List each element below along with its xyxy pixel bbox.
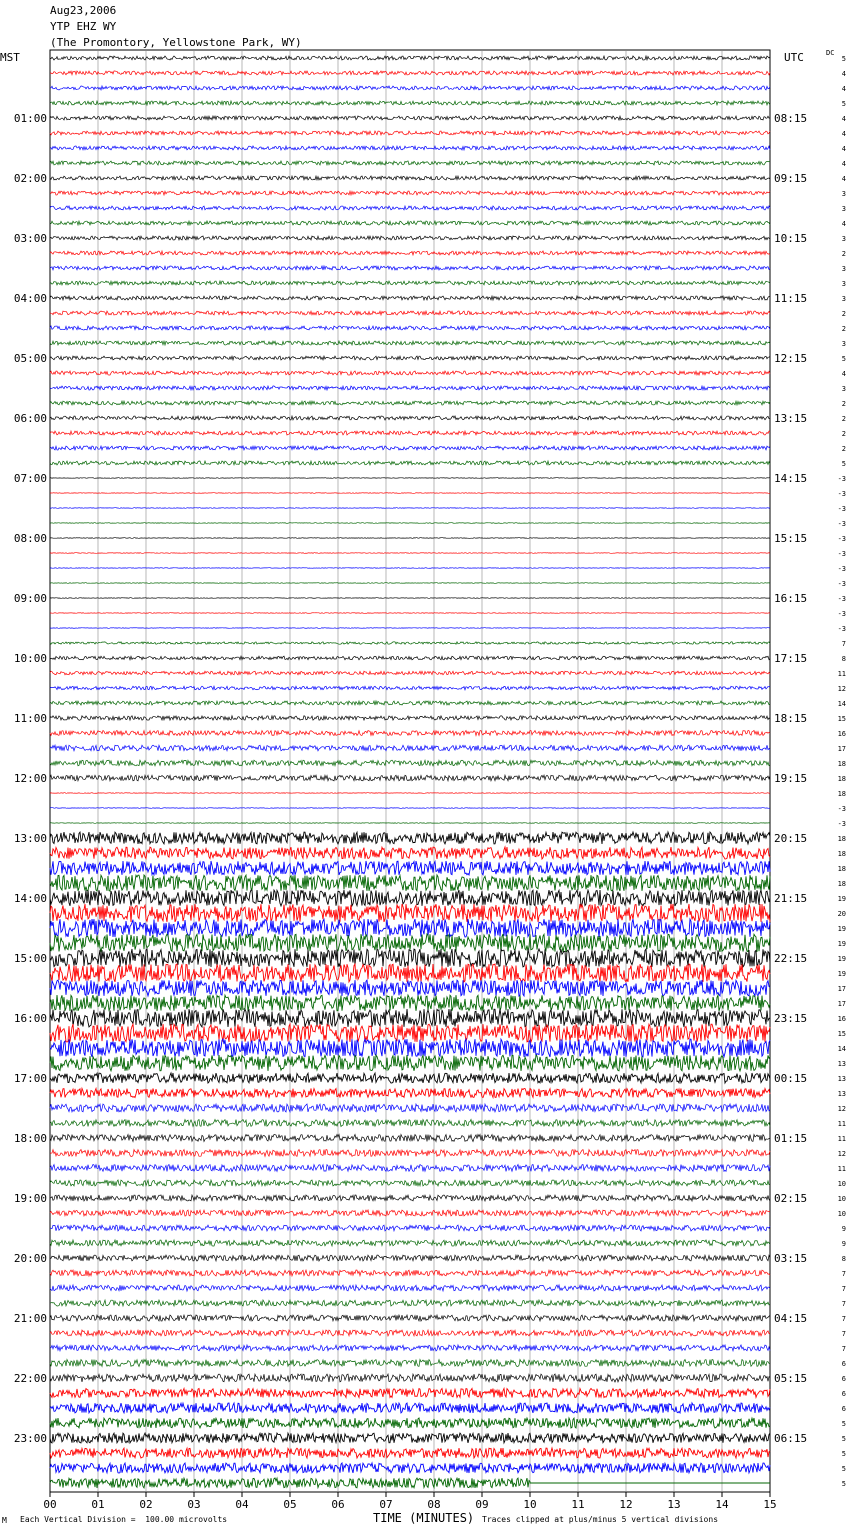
left-hour-label: 02:00 [13,172,47,185]
x-tick-label: 07 [379,1498,393,1511]
trace-line [50,686,770,690]
dc-offset-value: 4 [841,130,846,138]
trace-line [50,1120,770,1127]
x-tick-label: 03 [187,1498,201,1511]
dc-offset-value: 5 [841,1420,846,1428]
dc-offset-value: 2 [841,430,846,438]
trace-line [50,296,770,300]
dc-offset-value: 2 [841,325,846,333]
dc-offset-value: 15 [837,1030,846,1038]
dc-offset-value: 13 [837,1060,846,1068]
dc-offset-value: 6 [841,1360,846,1368]
dc-offset-value: 7 [841,1330,846,1338]
dc-offset-value: 18 [837,865,846,873]
left-hour-label: 08:00 [13,532,47,545]
right-hour-label: 13:15 [774,412,808,425]
x-tick-label: 04 [235,1498,249,1511]
dc-offset-value: 3 [841,205,846,213]
left-hour-label: 23:00 [13,1432,47,1445]
dc-offset-value: 11 [837,1120,846,1128]
right-hour-label: 12:15 [774,352,808,365]
station-location: (The Promontory, Yellowstone Park, WY) [50,36,302,49]
trace-line [50,1165,770,1172]
trace-line [50,1039,770,1057]
right-hour-label: 23:15 [774,1012,808,1025]
trace-line [50,934,770,952]
trace-line [50,386,770,390]
x-tick-label: 01 [91,1498,105,1511]
trace-line [50,1478,770,1488]
dc-offset-value: 12 [837,685,846,693]
dc-offset-value: 15 [837,715,846,723]
dc-offset-value: 2 [841,310,846,318]
trace-line [50,1055,770,1071]
dc-offset-value: 18 [837,760,846,768]
right-hour-label: 04:15 [774,1312,808,1325]
right-hour-label: 22:15 [774,952,808,965]
trace-line [50,760,770,766]
trace-line [50,311,770,315]
trace-line [50,1433,770,1443]
dc-offset-value: 18 [837,790,846,798]
trace-line [50,538,770,539]
trace-line [50,326,770,330]
dc-offset-value: 5 [841,1435,846,1443]
x-tick-label: 15 [763,1498,777,1511]
right-hour-label: 05:15 [774,1372,808,1385]
dc-offset-value: 13 [837,1075,846,1083]
dc-offset-value: 8 [841,1255,846,1263]
dc-offset-value: 11 [837,1135,846,1143]
trace-line [50,656,770,660]
trace-line [50,1073,770,1083]
dc-offset-value: 4 [841,220,846,228]
trace-line [50,731,770,736]
trace-line [50,823,770,824]
trace-line [50,1345,770,1351]
dc-offset-value: 3 [841,280,846,288]
dc-offset-value: 10 [837,1195,846,1203]
dc-offset-value: 5 [841,1450,846,1458]
dc-offset-value: 7 [841,1285,846,1293]
dc-offset-value: 16 [837,730,846,738]
right-hour-label: 20:15 [774,832,808,845]
right-hour-label: 14:15 [774,472,808,485]
right-timezone-label: UTC [784,51,804,64]
trace-line [50,523,770,524]
trace-line [50,416,770,420]
trace-line [50,281,770,285]
trace-line [50,671,770,675]
trace-line [50,598,770,599]
dc-offset-value: 18 [837,835,846,843]
right-hour-label: 11:15 [774,292,808,305]
dc-offset-value: 4 [841,145,846,153]
trace-line [50,1104,770,1112]
trace-line [50,980,770,996]
trace-line [50,793,770,794]
dc-offset-value: 16 [837,1015,846,1023]
trace-line [50,995,770,1011]
left-hour-label: 18:00 [13,1132,47,1145]
dc-offset-value: -3 [837,610,846,618]
dc-offset-value: -3 [837,580,846,588]
x-tick-label: 14 [715,1498,729,1511]
dc-offset-value: -3 [837,475,846,483]
dc-offset-value: 12 [837,1105,846,1113]
dc-offset-value: 5 [841,460,846,468]
right-hour-label: 19:15 [774,772,808,785]
trace-line [50,478,770,479]
dc-offset-value: 5 [841,355,846,363]
left-hour-label: 16:00 [13,1012,47,1025]
left-hour-label: 11:00 [13,712,47,725]
dc-offset-value: 11 [837,1165,846,1173]
dc-offset-value: 9 [841,1225,846,1233]
x-axis-title: TIME (MINUTES) [373,1511,475,1525]
dc-offset-value: 5 [841,100,846,108]
dc-offset-value: 18 [837,775,846,783]
clip-note: Traces clipped at plus/minus 5 vertical divisions [482,1515,719,1524]
right-hour-label: 17:15 [774,652,808,665]
x-tick-label: 09 [475,1498,489,1511]
dc-offset-value: 3 [841,235,846,243]
dc-offset-value: 14 [837,1045,846,1053]
trace-line [50,1195,770,1201]
dc-offset-value: 7 [841,1345,846,1353]
dc-offset-value: 2 [841,445,846,453]
dc-offset-value: -3 [837,625,846,633]
trace-line [50,508,770,509]
x-axis-ticks [43,1492,776,1511]
trace-line [50,716,770,720]
dc-offset-value: 6 [841,1390,846,1398]
trace-line [50,553,770,554]
trace-line [50,116,770,120]
trace-line [50,745,770,751]
trace-line [50,146,770,150]
trace-line [50,1315,770,1321]
x-tick-label: 02 [139,1498,153,1511]
trace-line [50,775,770,781]
trace-line [50,904,770,922]
x-tick-label: 11 [571,1498,585,1511]
trace-line [50,1135,770,1142]
dc-offset-value: 7 [841,640,846,648]
left-hour-label: 22:00 [13,1372,47,1385]
trace-line [50,583,770,584]
trace-line [50,356,770,360]
dc-offset-value: 5 [841,55,846,63]
dc-offset-value: 4 [841,70,846,78]
left-hour-label: 17:00 [13,1072,47,1085]
trace-line [50,861,770,875]
dc-offset-value: -3 [837,820,846,828]
station-code: YTP EHZ WY [50,20,117,33]
dc-offset-value: 6 [841,1405,846,1413]
trace-line [50,1463,770,1473]
dc-offset-value: 20 [837,910,846,918]
trace-line [50,1255,770,1261]
dc-offset-value: 3 [841,190,846,198]
dc-offset-value: -3 [837,535,846,543]
dc-offset-value: 3 [841,265,846,273]
trace-line [50,206,770,210]
dc-offset-value: 5 [841,1465,846,1473]
dc-offset-value: 10 [837,1180,846,1188]
trace-line [50,875,770,891]
trace-line [50,1389,770,1398]
right-hour-label: 06:15 [774,1432,808,1445]
dc-offset-value: 9 [841,1240,846,1248]
dc-offset-value: 17 [837,1000,846,1008]
trace-line [50,1009,770,1027]
dc-offset-value: 4 [841,175,846,183]
left-hour-label: 09:00 [13,592,47,605]
left-hour-label: 05:00 [13,352,47,365]
trace-line [50,101,770,105]
dc-offset-value: -3 [837,595,846,603]
left-hour-label: 01:00 [13,112,47,125]
dc-offset-value: 7 [841,1315,846,1323]
right-hour-label: 21:15 [774,892,808,905]
dc-offset-value: 17 [837,745,846,753]
trace-line [50,832,770,844]
right-hour-label: 08:15 [774,112,808,125]
dc-offset-value: -3 [837,805,846,813]
dc-offset-value: 2 [841,400,846,408]
right-hour-label: 03:15 [774,1252,808,1265]
trace-line [50,1300,770,1306]
right-hour-label: 01:15 [774,1132,808,1145]
dc-offset-value: 19 [837,970,846,978]
left-hour-label: 07:00 [13,472,47,485]
dc-offset-value: 3 [841,340,846,348]
trace-line [50,1089,770,1098]
trace-line [50,446,770,450]
dc-offset-value: 3 [841,385,846,393]
trace-line [50,1150,770,1157]
dc-offset-value: 19 [837,925,846,933]
dc-offset-value: -3 [837,490,846,498]
left-hour-label: 04:00 [13,292,47,305]
dc-offset-value: 19 [837,895,846,903]
dc-offset-value: 12 [837,1150,846,1158]
trace-line [50,236,770,240]
trace-line [50,613,770,614]
trace-line [50,964,770,982]
left-hour-label: 20:00 [13,1252,47,1265]
trace-line [50,701,770,705]
dc-offset-value: 2 [841,250,846,258]
trace-line [50,1240,770,1246]
left-hour-label: 19:00 [13,1192,47,1205]
right-hour-label: 00:15 [774,1072,808,1085]
dc-offset-value: 7 [841,1300,846,1308]
trace-line [50,1225,770,1231]
trace-line [50,493,770,494]
trace-line [50,461,770,465]
left-hour-label: 03:00 [13,232,47,245]
trace-line [50,1210,770,1216]
corner-mark: M [2,1516,7,1525]
dc-offset-value: 17 [837,985,846,993]
dc-offset-value: -3 [837,505,846,513]
trace-line [50,56,770,60]
dc-offset-value: 4 [841,85,846,93]
dc-offset-value: 4 [841,160,846,168]
dc-offset-value: -3 [837,565,846,573]
plot-date: Aug23,2006 [50,4,117,17]
left-hour-label: 14:00 [13,892,47,905]
trace-line [50,161,770,165]
x-tick-label: 00 [43,1498,57,1511]
left-hour-label: 10:00 [13,652,47,665]
left-hour-label: 21:00 [13,1312,47,1325]
dc-offset-value: 18 [837,880,846,888]
dc-offset-value: 10 [837,1210,846,1218]
trace-line [50,808,770,809]
trace-line [50,1403,770,1413]
right-hour-label: 10:15 [774,232,808,245]
trace-line [50,371,770,375]
trace-line [50,176,770,180]
trace-line [50,1448,770,1458]
dc-offset-value: 19 [837,955,846,963]
trace-line [50,431,770,435]
trace-line [50,341,770,345]
trace-line [50,1180,770,1186]
trace-line [50,86,770,90]
dc-offset-value: -3 [837,520,846,528]
x-tick-label: 12 [619,1498,633,1511]
trace-line [50,890,770,906]
left-hour-label: 13:00 [13,832,47,845]
dc-offset-value: 13 [837,1090,846,1098]
dc-offset-value: 2 [841,415,846,423]
trace-line [50,1330,770,1336]
dc-offset-value: -3 [837,550,846,558]
trace-line [50,949,770,967]
trace-line [50,1374,770,1382]
trace-line [50,628,770,629]
dc-offset-value: 3 [841,295,846,303]
trace-line [50,1418,770,1428]
trace-line [50,191,770,195]
scale-note: Each Vertical Division = 100.00 microvolts [20,1515,228,1524]
trace-line [50,221,770,225]
dc-offset-value: 5 [841,1480,846,1488]
left-hour-label: 15:00 [13,952,47,965]
trace-line [50,266,770,270]
trace-line [50,1285,770,1291]
dc-offset-value: 19 [837,940,846,948]
trace-line [50,568,770,569]
right-hour-label: 18:15 [774,712,808,725]
dc-offset-value: 6 [841,1375,846,1383]
x-tick-label: 06 [331,1498,345,1511]
dc-offset-value: 4 [841,370,846,378]
dc-offset-value: 7 [841,1270,846,1278]
right-hour-label: 16:15 [774,592,808,605]
trace-line [50,847,770,859]
trace-line [50,401,770,405]
seismic-traces [50,56,770,1488]
dc-offset-value: 14 [837,700,846,708]
trace-line [50,1270,770,1276]
trace-line [50,131,770,135]
trace-line [50,1360,770,1367]
dc-offset-header: DC [826,49,835,57]
left-hour-label: 06:00 [13,412,47,425]
trace-line [50,642,770,644]
x-tick-label: 08 [427,1498,441,1511]
left-timezone-label: MST [0,51,20,64]
right-hour-label: 02:15 [774,1192,808,1205]
dc-offset-value: 18 [837,850,846,858]
x-tick-label: 05 [283,1498,297,1511]
left-hour-label: 12:00 [13,772,47,785]
trace-line [50,251,770,255]
dc-offset-value: 11 [837,670,846,678]
x-tick-label: 13 [667,1498,681,1511]
dc-offset-value: 4 [841,115,846,123]
right-hour-label: 09:15 [774,172,808,185]
dc-offset-value: 8 [841,655,846,663]
right-hour-label: 15:15 [774,532,808,545]
trace-line [50,71,770,75]
x-tick-label: 10 [523,1498,537,1511]
